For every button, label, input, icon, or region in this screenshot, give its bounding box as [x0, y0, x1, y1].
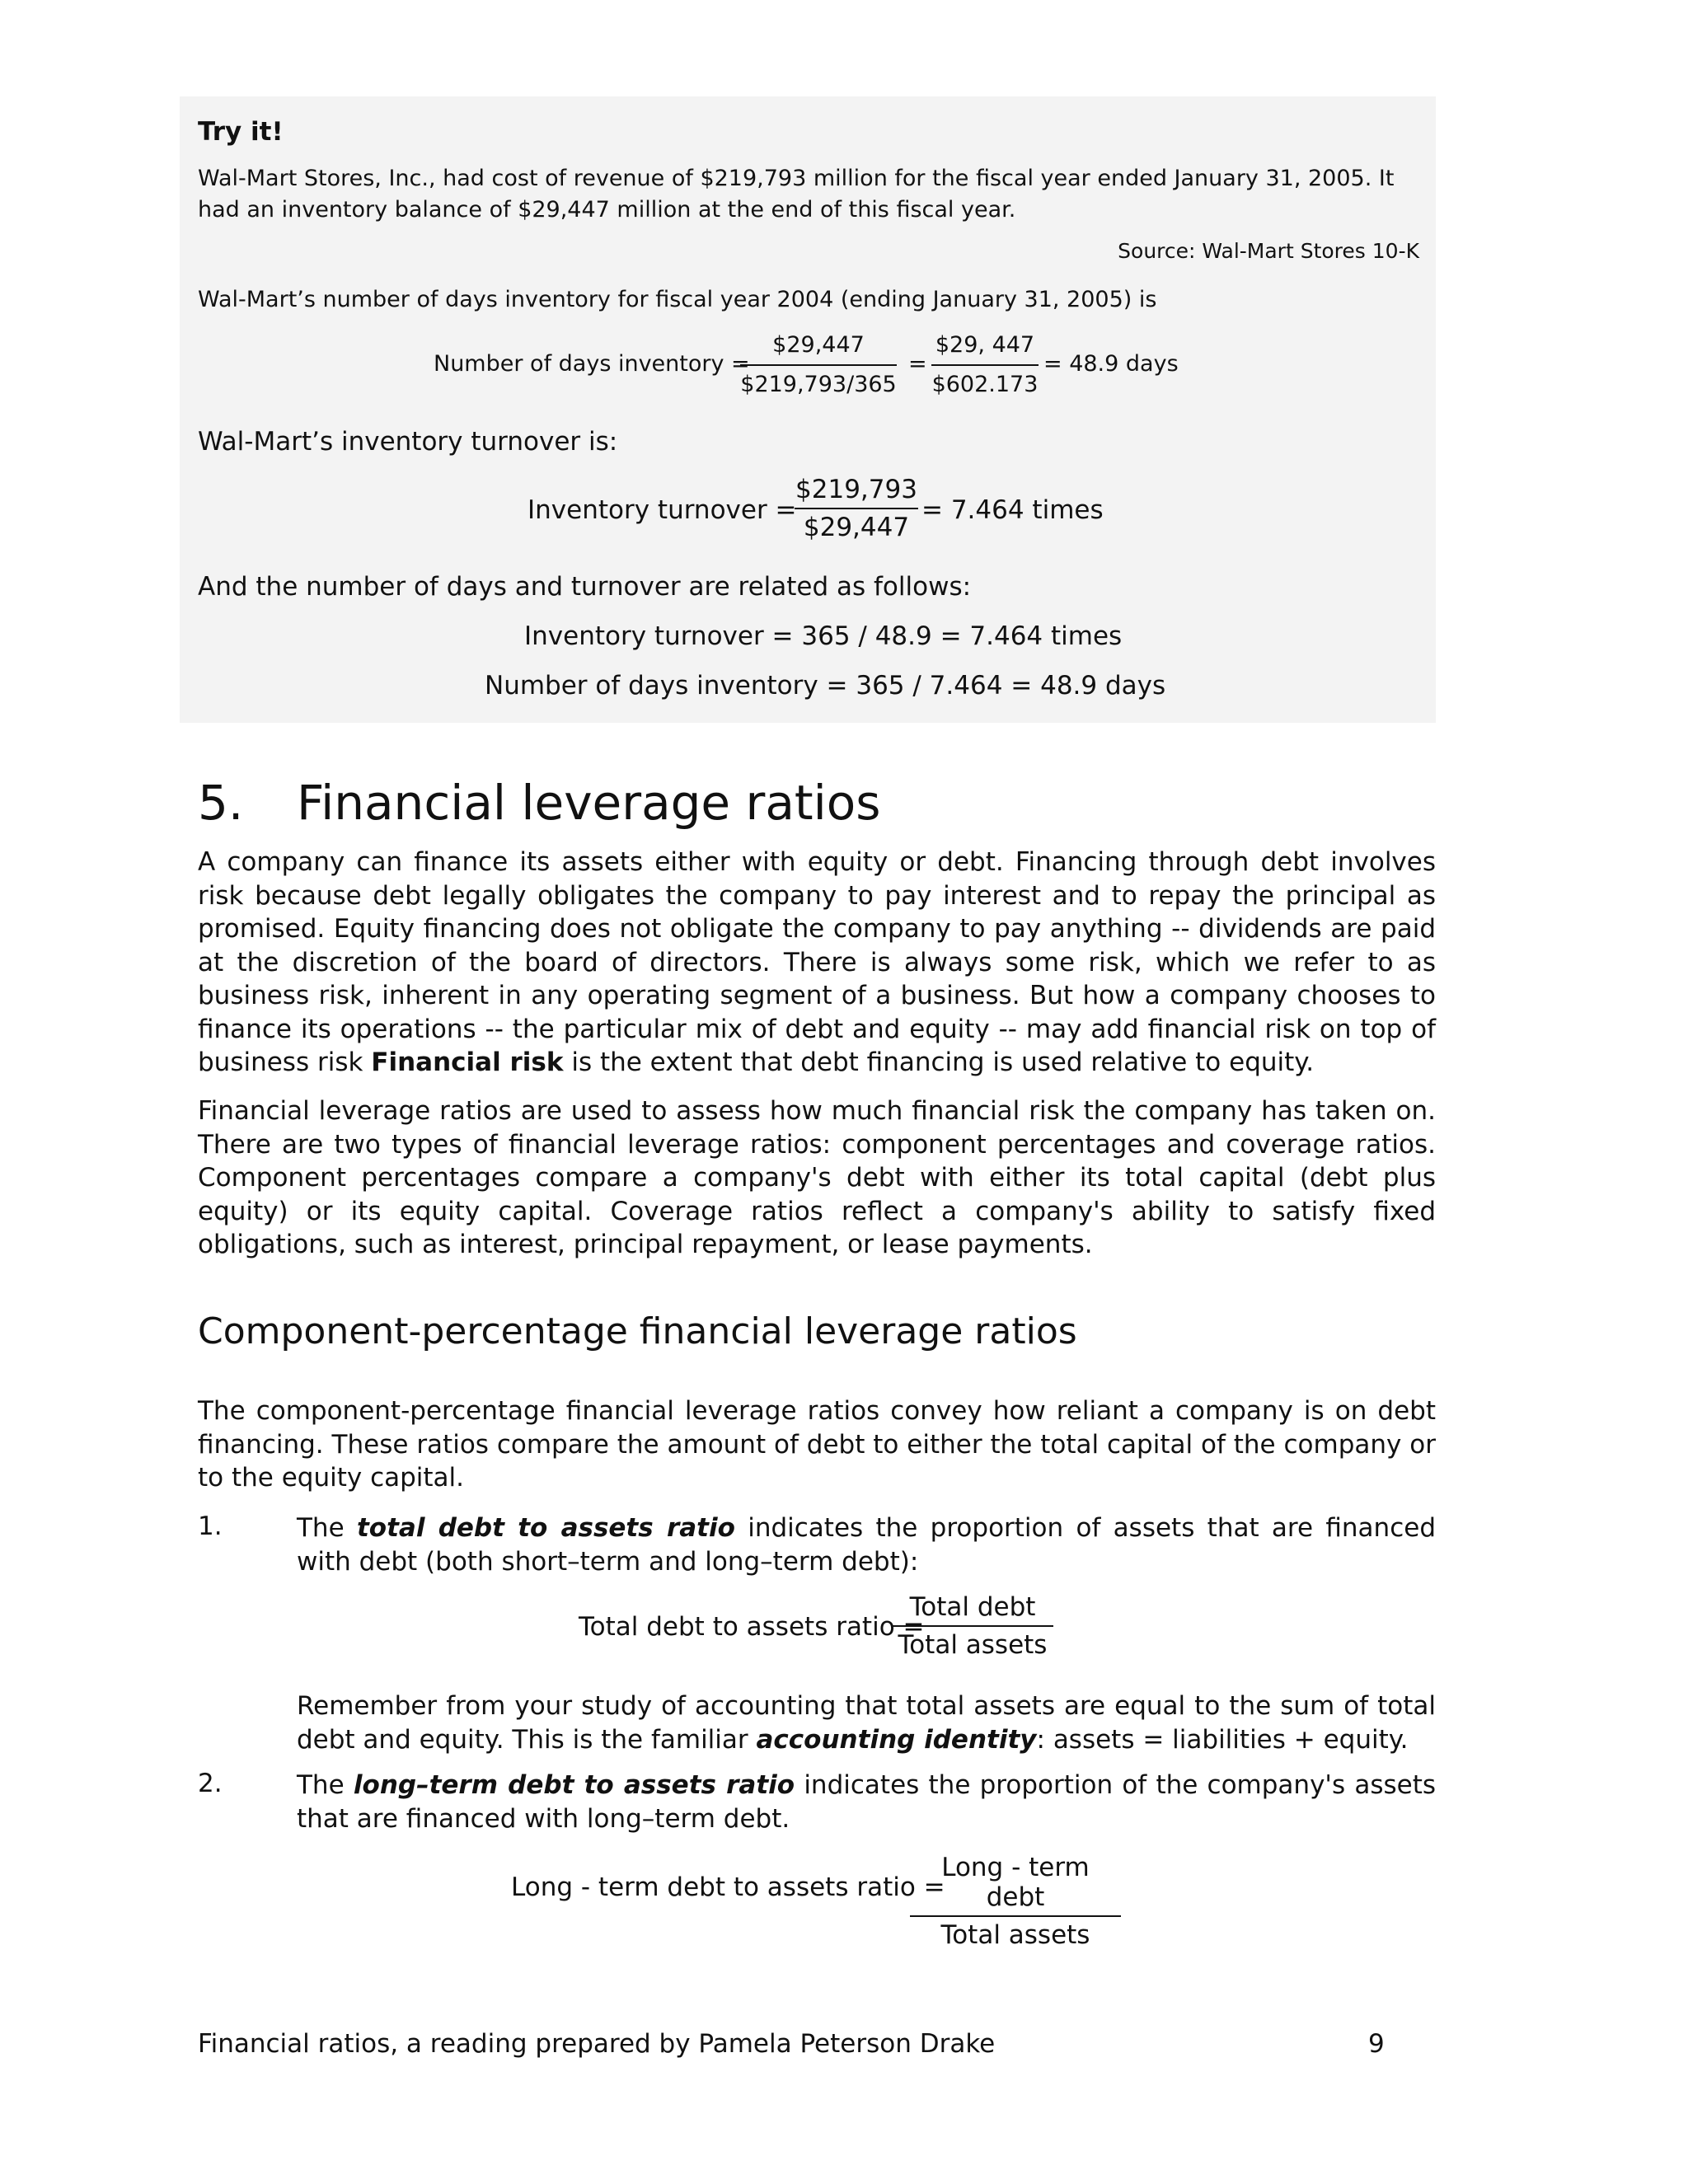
fraction-bar [910, 1915, 1121, 1917]
footer-text: Financial ratios, a reading prepared by Pamela Peterson Drake [198, 2029, 996, 2059]
days-eq-num2: $29, 447 [935, 332, 1035, 358]
turnover-eq-result: = 7.464 times [921, 495, 1104, 525]
lt-debt-eq-den: Total assets [940, 1920, 1090, 1950]
section-title: Financial leverage ratios [297, 775, 881, 831]
related-intro: And the number of days and turnover are related as follows: [198, 572, 972, 602]
defined-term: total debt to assets ratio [356, 1513, 735, 1543]
paragraph-text: is the extent that debt financing is used relative to equity. [563, 1047, 1315, 1077]
source-note: Source: Wal-Mart Stores 10-K [1118, 239, 1419, 263]
list-text: indicates the proportion of assets that are financed with debt (both short–term and long–term debt): [297, 1513, 1436, 1577]
related-line-2: Number of days inventory = 365 / 7.464 = 48.9 days [485, 671, 1166, 701]
lt-debt-eq-fraction [910, 1853, 1121, 1950]
days-eq-num1: $29,447 [772, 332, 865, 358]
days-intro: Wal-Mart’s number of days inventory for fiscal year 2004 (ending January 31, 2005) is [198, 287, 1157, 312]
subsection-paragraph: The component-percentage financial leverage ratios convey how reliant a company is on debt financing. These ratios compare the amount of debt to either the total capital of the company or to the equity capital. [198, 1396, 1436, 1493]
try-it-title: Try it! [198, 117, 284, 147]
list-item-2 [297, 1769, 1436, 1835]
page-number: 9 [1368, 2029, 1385, 2059]
list-text: indicates the proportion of the company's assets that are financed with long–term debt. [297, 1770, 1436, 1834]
defined-term: long–term debt to assets ratio [353, 1770, 795, 1800]
defined-term: accounting identity [756, 1724, 1037, 1755]
section-paragraph-1 [198, 846, 1436, 1080]
turnover-eq-den: $29,447 [803, 513, 910, 542]
try-it-intro: Wal-Mart Stores, Inc., had cost of revenue of $219,793 million for the fiscal year ended January 31, 2005. It had an inventory balance of $29,447 million at the end of this fiscal year. [198, 166, 1395, 223]
note-text: Remember from your study of accounting that total assets are equal to the sum of total debt and equity. This is the familiar [297, 1691, 1436, 1755]
days-eq-den2: $602.173 [931, 372, 1039, 397]
turnover-eq-lhs: Inventory turnover = [528, 495, 797, 525]
financial-risk-term: Financial risk [371, 1047, 564, 1077]
turnover-eq-num: $219,793 [795, 475, 917, 504]
list-number-2: 2. [198, 1769, 223, 1798]
days-eq-fraction-2 [931, 330, 1039, 401]
fraction-bar [740, 364, 897, 366]
days-eq-den1: $219,793/365 [740, 372, 897, 397]
list-text: The [297, 1770, 354, 1800]
total-debt-eq-fraction [892, 1592, 1053, 1660]
total-debt-eq-lhs: Total debt to assets ratio = [579, 1612, 925, 1642]
list-number-1: 1. [198, 1511, 223, 1541]
subsection-title: Component-percentage financial leverage ratios [198, 1310, 1077, 1352]
list-item-1 [297, 1511, 1436, 1578]
total-debt-eq-den: Total assets [898, 1630, 1048, 1660]
section-heading [198, 775, 881, 831]
fraction-bar [795, 508, 918, 509]
fraction-bar [892, 1625, 1053, 1627]
days-eq-equals: = [908, 351, 927, 377]
section-number: 5. [198, 775, 244, 831]
lt-debt-eq-lhs: Long - term debt to assets ratio = [511, 1872, 945, 1902]
list-text: The [297, 1513, 357, 1543]
days-eq-fraction-1 [740, 330, 897, 401]
paragraph-text: A company can finance its assets either with equity or debt. Financing through debt involves risk because debt legally obligates the company to pay interest and to repay the principal as promised. Equity financing does not obligate the company to pay anything -- dividends are paid at the discretion of the board of directors. There is always some risk, which we refer to as business risk, inherent in any operating segment of a business. But how a company chooses to finance its operations -- the particular mix of debt and equity -- may add financial risk on top of business risk [198, 847, 1436, 1077]
fraction-bar [931, 364, 1039, 366]
lt-debt-eq-num: Long - term debt [941, 1853, 1090, 1912]
days-eq-lhs: Number of days inventory = [434, 351, 750, 377]
note-text: : assets = liabilities + equity. [1036, 1724, 1409, 1755]
section-paragraph-2: Financial leverage ratios are used to assess how much financial risk the company has taken on. There are two types of financial leverage ratios: component percentages and coverage ratios. Component percentages compare a company's debt with either its total capital (debt plus equity) or its equity capital. Coverage ratios reflect a company's ability to satisfy fixed obligations, such as interest, principal repayment, or lease payments. [198, 1096, 1436, 1259]
turnover-intro: Wal-Mart’s inventory turnover is: [198, 427, 618, 457]
turnover-eq-fraction [795, 475, 918, 542]
total-debt-eq-num: Total debt [909, 1592, 1036, 1622]
related-line-1: Inventory turnover = 365 / 48.9 = 7.464 times [524, 621, 1123, 651]
accounting-identity-note [297, 1690, 1436, 1756]
days-eq-result: = 48.9 days [1043, 351, 1179, 377]
